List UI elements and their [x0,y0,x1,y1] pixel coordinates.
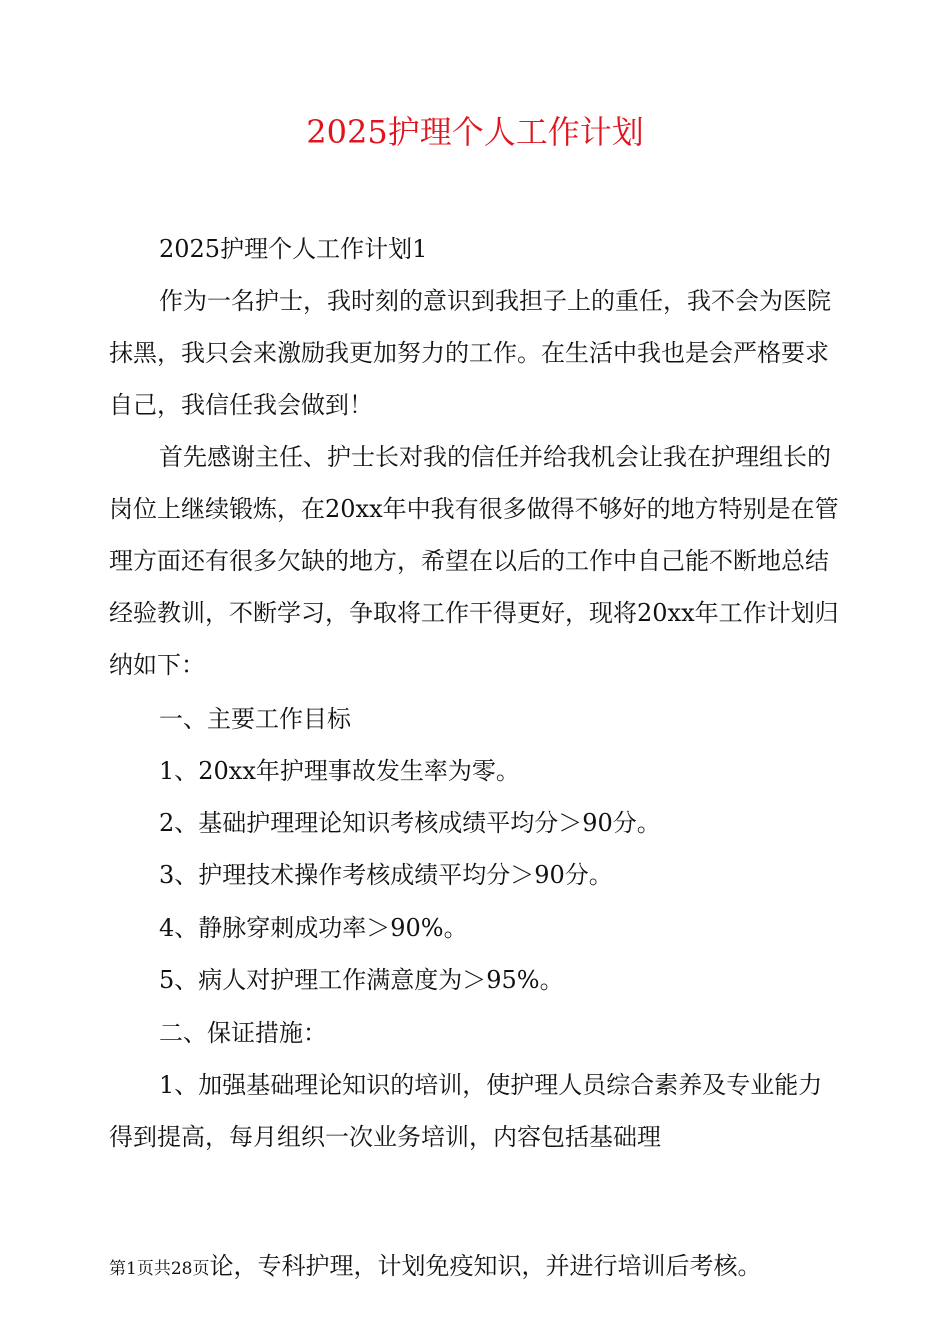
body-paragraph: 首先感谢主任、护士长对我的信任并给我机会让我在护理组长的岗位上继续锻炼，在20xx年中我有很多做得不够好的地方特别是在管理方面还有很多欠缺的地方，希望在以后的工作中自己能不断地总结经验教训，不断学习，争取将工作干得更好，现将20xx年工作计划归纳如下： [109,443,839,679]
list-item: 3、护理技术操作考核成绩平均分＞90分。 [159,861,613,889]
body-paragraph: 作为一名护士，我时刻的意识到我担子上的重任，我不会为医院抹黑，我只会来激励我更加努力的工作。在生活中我也是会严格要求自己，我信任我会做到！ [109,287,831,419]
list-item: 2、基础护理理论知识考核成绩平均分＞90分。 [159,809,661,837]
page-number: 第1页共28页 [109,1259,210,1279]
section-heading: 二、保证措施： [159,1019,327,1047]
list-item: 1、20xx年护理事故发生率为零。 [159,757,520,785]
list-item: 4、静脉穿刺成功率＞90%。 [159,914,468,942]
body-paragraph: 1、加强基础理论知识的培训，使护理人员综合素养及专业能力得到提高，每月组织一次业务培训，内容包括基础理 [109,1071,823,1151]
page-footer [109,1244,869,1291]
list-item: 5、病人对护理工作满意度为＞95%。 [159,966,564,994]
section-heading: 2025护理个人工作计划1 [159,235,428,263]
section-heading: 一、主要工作目标 [159,705,351,733]
continued-text: 论，专科护理，计划免疫知识，并进行培训后考核。 [209,1252,762,1280]
document-title: 2025护理个人工作计划 [306,113,644,151]
